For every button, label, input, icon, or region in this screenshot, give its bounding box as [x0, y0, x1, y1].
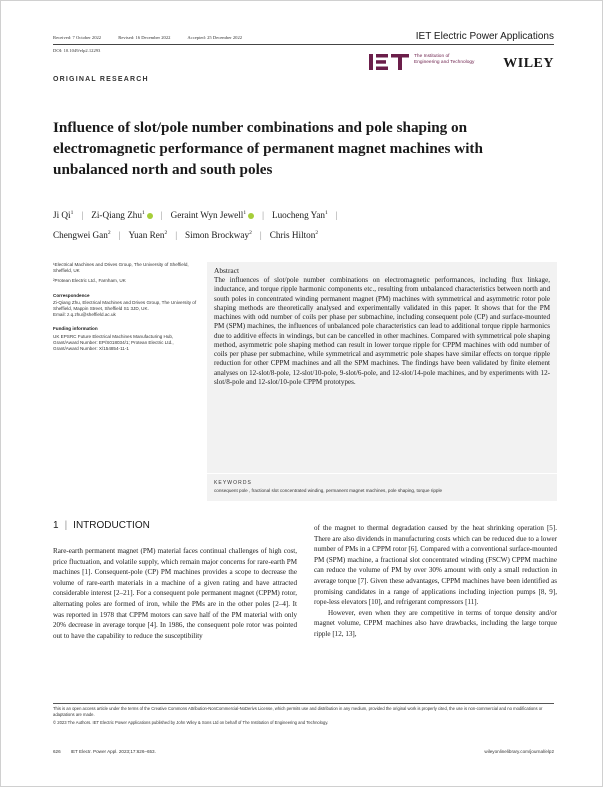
article-type: ORIGINAL RESEARCH — [53, 76, 149, 83]
correspondence-email[interactable]: Email: z.q.zhu@sheffield.ac.uk — [53, 312, 116, 318]
author-line-2: Chengwei Gan$^2$ | Yuan Ren$^2$ | Simon Brockway$^2$ | Chris Hilton$^2$ — [53, 230, 319, 241]
affiliations: ¹Electrical Machines and Drives Group, The University of Sheffield, Sheffield, UK ²Protean Electric Ltd., Farnham, UK — [53, 262, 189, 284]
author[interactable]: Luocheng Yan$^1$ — [271, 210, 328, 221]
page-number: 626 — [53, 749, 61, 754]
journal-url[interactable]: wileyonlinelibrary.com/journal/elp2 — [484, 749, 554, 754]
author[interactable]: Geraint Wyn Jewell$^1$ — [171, 210, 255, 220]
body-column-right — [314, 523, 557, 640]
author-list — [53, 204, 563, 244]
abstract-text: The influences of slot/pole number combinations on electromagnetic performances, including flux linkage, inductance, and torque ripple harmonic components etc., resulting from unbalanced characteristics between north and south poles in concentrated winding permanent magnet (PM) machines with symmetrical and asymmetric rotor pole shaping methods are theoretically analysed and experimentally validated in this paper. It shows that for the PM machines with odd number of coils per phase per submachine, including consequent pole (CP) and surface-mounted PM (SPM) machines, the influences of unbalanced pole characteristics can lead to additional torque ripple harmonics due to additive effects in windings, but can be cancelled in other machines. Compared with symmetrical pole shaping method, asymmetric pole shaping method can result in lower torque ripple for CPPM machines with odd number of coils per phase per submachine, while symmetrical and asymmetric pole shapes have similar effects on torque ripple reduction for other CPPM machines and all the SPM machines. The findings have been validated by finite element analyses on 12-slot/8-pole, 12-slot/10-pole, 9-slot/6-pole, and 12-slot/14-pole machines, and by experiments with 12-slot/8-pole and 12-slot/10-pole CPPM prototypes. — [214, 276, 550, 386]
author[interactable]: Ji Qi$^1$ — [53, 210, 74, 221]
iet-name: The Institution of Engineering and Technology — [414, 54, 475, 65]
body-column-left: Rare-earth permanent magnet (PM) material faces continual challenges of high cost, price fluctuation, and volatile supply, which remain major concerns for rare-earth PM machines [1]. Consequent-pole (CP) PM machines provides a scope to decrease the volume of rare-earth materials in a machine of a given rating and have attracted considerable interest [2–21]. For a consequent pole permanent magnet (CPPM) rotor, alternating poles are formed of iron, while the PMs are in the other poles [2–4]. It was reported in 1978 that CPPM motors can save half of the PM material with only 20% decrease in average torque [4]. In 1986, the consequent pole rotor was pointed out to have the capability to reduce the susceptibility — [53, 547, 297, 640]
author[interactable]: Chris Hilton$^2$ — [269, 230, 319, 241]
publisher-logos — [369, 50, 554, 74]
keywords-heading: KEYWORDS — [214, 480, 252, 486]
author[interactable]: Chengwei Gan$^2$ — [53, 230, 111, 241]
accepted-date: Accepted: 25 December 2022 — [187, 35, 243, 40]
abstract — [207, 262, 557, 473]
article-info-sidebar — [53, 262, 198, 360]
wiley-logo: WILEY — [503, 56, 554, 71]
license-footnote: This is an open access article under the terms of the Creative Commons Attribution-NonCommercial-NoDerivs License, which permits use and distribution in any medium, provided the original work is properly cited, the use is non-commercial and no modifications or adaptations are made. © 2023 The Authors. IET Electric Power Applications published by John Wiley & Sons Ltd on behalf of The Institution of Engineering and Technology. — [53, 706, 543, 726]
article-title: Influence of slot/pole number combinations and pole shaping on electromagnetic performance of permanent magnet machines with unbalanced north and south poles — [53, 119, 483, 178]
citation: IET Electr. Power Appl. 2023;17:626–653. — [70, 749, 156, 754]
journal-name: IET Electric Power Applications — [415, 31, 554, 42]
revised-date: Revised: 16 December 2022 — [118, 35, 171, 40]
correspondence: Correspondence Zi-Qiang Zhu, Electrical Machines and Drives Group, The University of Sheffield, Mappin Street, Sheffield S1 3JD, UK. Email: z.q.zhu@sheffield.ac.uk — [53, 292, 197, 318]
orcid-icon[interactable] — [147, 213, 153, 219]
author[interactable]: Simon Brockway$^2$ — [185, 230, 252, 241]
author[interactable]: Zi-Qiang Zhu$^1$ — [91, 210, 153, 220]
abstract-heading: Abstract — [214, 266, 240, 275]
author[interactable]: Yuan Ren$^2$ — [128, 230, 168, 241]
body-paragraph: However, even when they are competitive in terms of torque density and/or magnet volume, CPPM machines also have drawbacks, including the large torque ripple [12, 13], — [314, 608, 557, 638]
keywords — [207, 473, 557, 501]
doi[interactable]: DOI: 10.1049/elp2.12293 — [53, 48, 101, 53]
article-dates — [53, 35, 258, 40]
received-date: Received: 7 October 2022 — [53, 35, 102, 40]
iet-logo-icon — [369, 52, 411, 72]
author-line-1: Ji Qi$^1$ | Zi-Qiang Zhu$^1$ | Geraint Wyn Jewell$^1$ | Luocheng Yan$^1$ | — [53, 210, 338, 221]
header-rule — [53, 44, 554, 45]
body-paragraph: of the magnet to thermal degradation caused by the heat shrinking operation [5]. There are also dividends in manufacturing costs which can be reduced due to a lower number of PMs in a CPPM rotor [6]. Compared with a conventional surface-mounted PM (SPM) machine, a fractional slot concentrated winding (FSCW) CPPM machine can reduce the volume of PM by over 30% amount with only a small reduction in average torque [7]. Given these advantages, CPPM machines have been identified as promising candidates in a range of applications including injection pumps [8, 9], rope-less elevators [10], and refrigerant compressors [11]. — [314, 524, 557, 607]
orcid-icon[interactable] — [248, 213, 254, 219]
keywords-list: consequent pole , fractional slot concentrated winding, permanent magnet machines, pole shaping, torque ripple — [214, 488, 443, 493]
section-heading-introduction: 1 | INTRODUCTION — [53, 520, 150, 531]
footnote-rule — [53, 703, 554, 704]
funding-information: Funding information UK EPSRC Future Electrical Machines Manufacturing Hub, Grant/Award Number: EP/S018034/1; Protean Electric Ltd., Grant/Award Number: X/154854-11-1 — [53, 326, 174, 352]
